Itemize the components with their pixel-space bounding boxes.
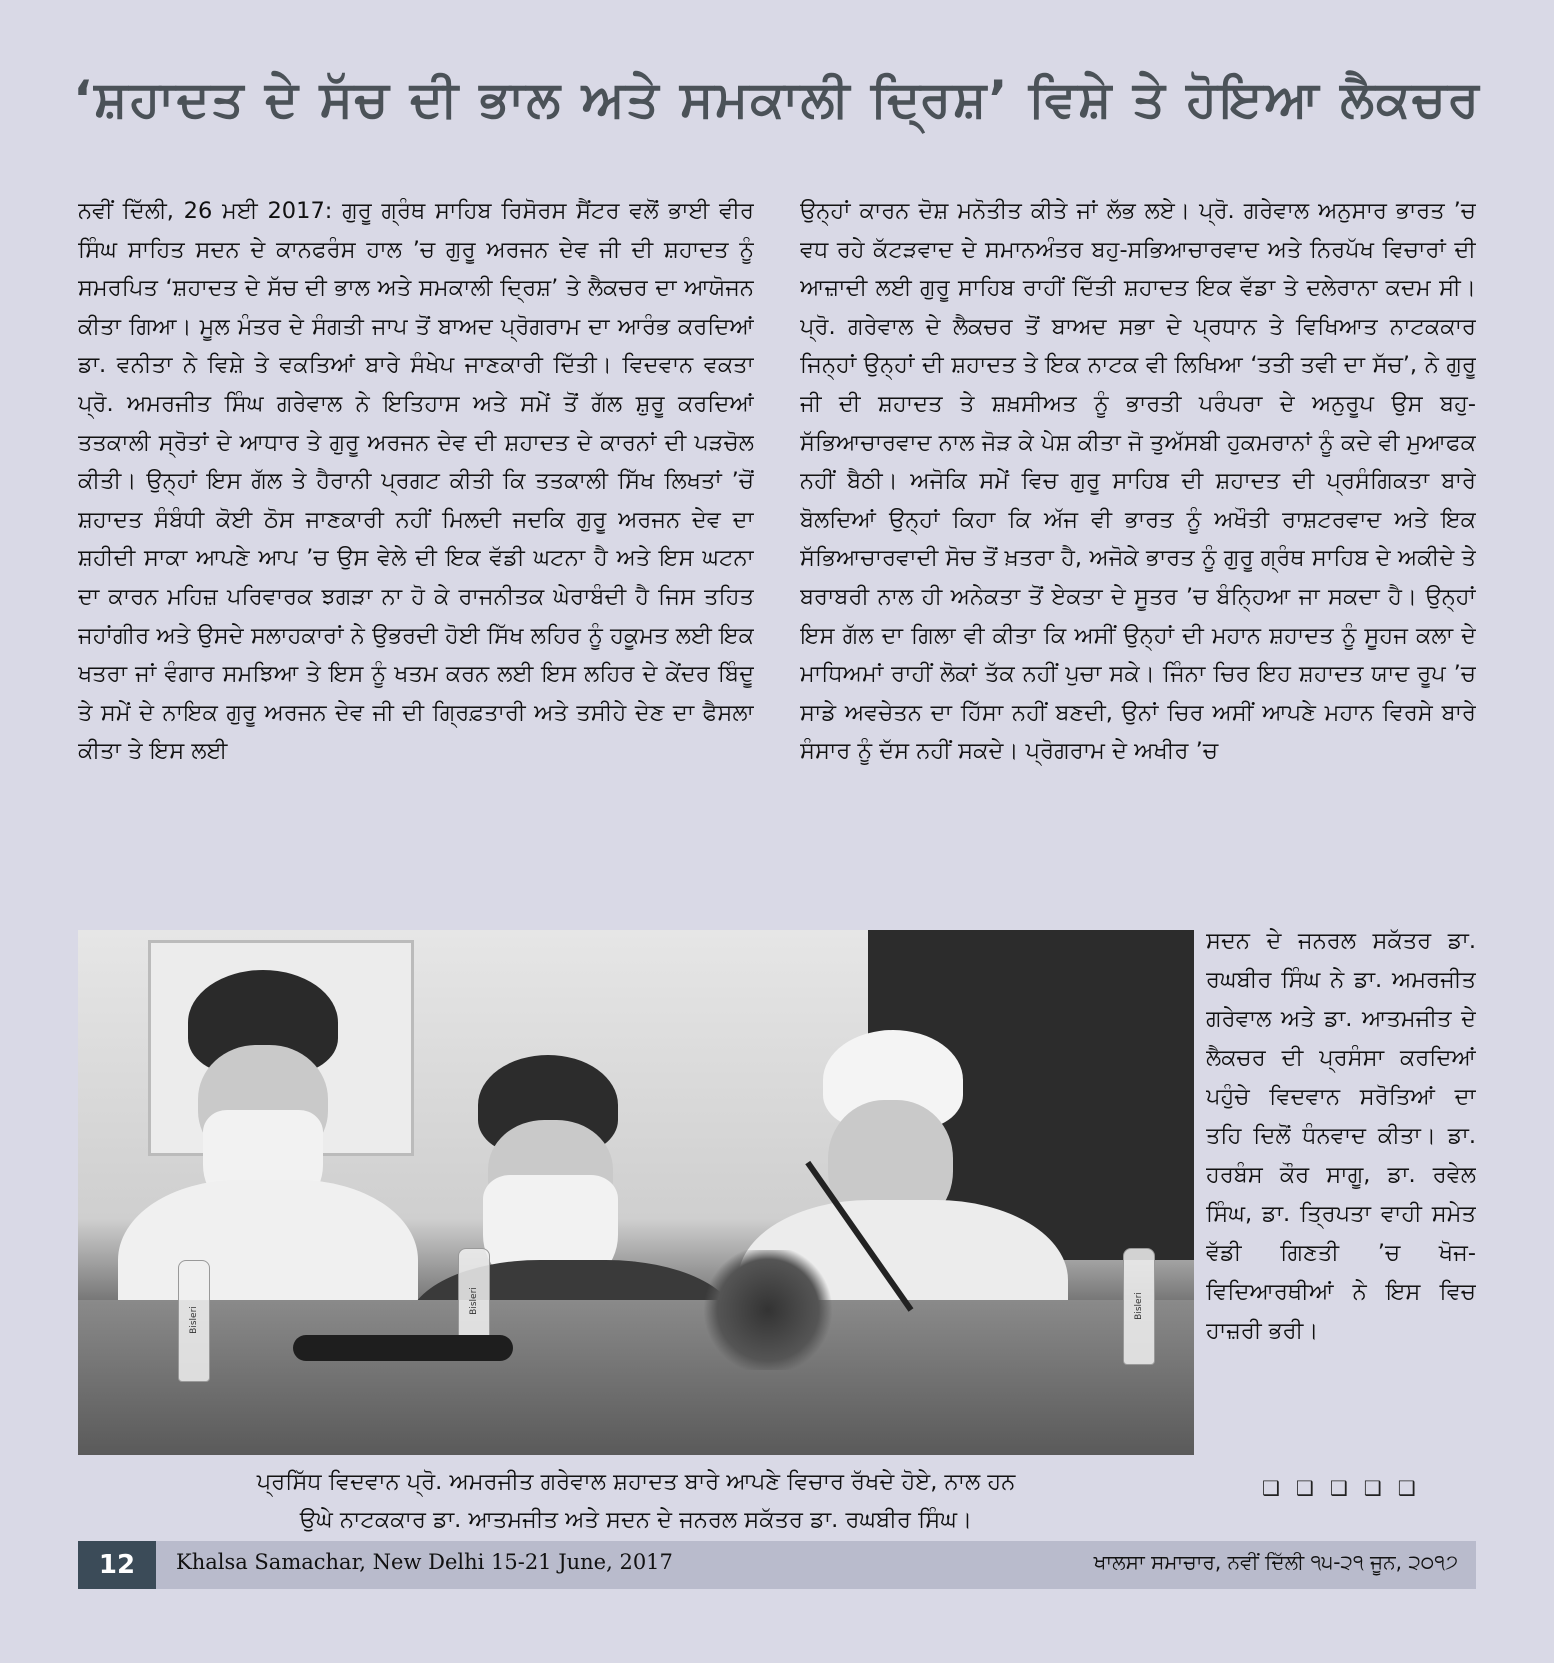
event-photo	[78, 930, 1194, 1455]
headline: ‘ਸ਼ਹਾਦਤ ਦੇ ਸੱਚ ਦੀ ਭਾਲ ਅਤੇ ਸਮਕਾਲੀ ਦ੍ਰਿਸ਼’ ਵਿਸ਼ੇ ਤੇ ਹੋਇਆ ਲੈਕਚਰ	[73, 70, 1481, 128]
bottle-label: Bisleri	[1134, 1291, 1144, 1320]
footer-publication-punjabi: ਖਾਲਸਾ ਸਮਾਚਾਰ, ਨਵੀਂ ਦਿੱਲੀ ੧੫-੨੧ ਜੂਨ, ੨੦੧੭	[1093, 1550, 1458, 1574]
article-right-column: ਉਨ੍ਹਾਂ ਕਾਰਨ ਦੋਸ਼ ਮਨੋਤੀਤ ਕੀਤੇ ਜਾਂ ਲੱਭ ਲਏ। ਪ੍ਰੋ. ਗਰੇਵਾਲ ਅਨੁਸਾਰ ਭਾਰਤ ’ਚ ਵਧ ਰਹੇ ਕੱਟੜਵਾਦ ਦੇ ਸਮਾਨਅੰਤਰ ਬਹੁ-ਸਭਿਆਚਾਰਵਾਦ ਅਤੇ ਨਿਰਪੱਖ ਵਿਚਾਰਾਂ ਦੀ ਆਜ਼ਾਦੀ ਲਈ ਗੁਰੂ ਸਾਹਿਬ ਰਾਹੀਂ ਦਿੱਤੀ ਸ਼ਹਾਦਤ ਇਕ ਵੱਡਾ ਤੇ ਦਲੇਰਾਨਾ ਕਦਮ ਸੀ। ਪ੍ਰੋ. ਗਰੇਵਾਲ ਦੇ ਲੈਕਚਰ ਤੋਂ ਬਾਅਦ ਸਭਾ ਦੇ ਪ੍ਰਧਾਨ ਤੇ ਵਿਖਿਆਤ ਨਾਟਕਕਾਰ ਜਿਨ੍ਹਾਂ ਉਨ੍ਹਾਂ ਦੀ ਸ਼ਹਾਦਤ ਤੇ ਇਕ ਨਾਟਕ ਵੀ ਲਿਖਿਆ ‘ਤਤੀ ਤਵੀ ਦਾ ਸੱਚ’, ਨੇ ਗੁਰੂ ਜੀ ਦੀ ਸ਼ਹਾਦਤ ਤੇ ਸ਼ਖ਼ਸੀਅਤ ਨੂੰ ਭਾਰਤੀ ਪਰੰਪਰਾ ਦੇ ਅਨੁਰੂਪ ਉਸ ਬਹੁ-ਸੱਭਿਆਚਾਰਵਾਦ ਨਾਲ ਜੋੜ ਕੇ ਪੇਸ਼ ਕੀਤਾ ਜੋ ਤੁਅੱਸਬੀ ਹੁਕਮਰਾਨਾਂ ਨੂੰ ਕਦੇ ਵੀ ਮੁਆਫਕ ਨਹੀਂ ਬੈਠੀ। ਅਜੋਕਿ ਸਮੇਂ ਵਿਚ ਗੁਰੂ ਸਾਹਿਬ ਦੀ ਸ਼ਹਾਦਤ ਦੀ ਪ੍ਰਸੰਗਿਕਤਾ ਬਾਰੇ ਬੋਲਦਿਆਂ ਉਨ੍ਹਾਂ ਕਿਹਾ ਕਿ ਅੱਜ ਵੀ ਭਾਰਤ ਨੂੰ ਅਖੌਤੀ ਰਾਸ਼ਟਰਵਾਦ ਅਤੇ ਇਕ ਸੱਭਿਆਚਾਰਵਾਦੀ ਸੋਚ ਤੋਂ ਖ਼ਤਰਾ ਹੈ, ਅਜੋਕੇ ਭਾਰਤ ਨੂੰ ਗੁਰੂ ਗ੍ਰੰਥ ਸਾਹਿਬ ਦੇ ਅਕੀਦੇ ਤੇ ਬਰਾਬਰੀ ਨਾਲ ਹੀ ਅਨੇਕਤਾ ਤੋਂ ਏਕਤਾ ਦੇ ਸੂਤਰ ’ਚ ਬੰਨ੍ਹਿਆ ਜਾ ਸਕਦਾ ਹੈ। ਉਨ੍ਹਾਂ ਇਸ ਗੱਲ ਦਾ ਗਿਲਾ ਵੀ ਕੀਤਾ ਕਿ ਅਸੀਂ ਉਨ੍ਹਾਂ ਦੀ ਮਹਾਨ ਸ਼ਹਾਦਤ ਨੂੰ ਸੂਹਜ ਕਲਾ ਦੇ ਮਾਧਿਅਮਾਂ ਰਾਹੀਂ ਲੋਕਾਂ ਤੱਕ ਨਹੀਂ ਪੁਚਾ ਸਕੇ। ਜਿੰਨਾ ਚਿਰ ਇਹ ਸ਼ਹਾਦਤ ਯਾਦ ਰੂਪ ’ਚ ਸਾਡੇ ਅਵਚੇਤਨ ਦਾ ਹਿੱਸਾ ਨਹੀਂ ਬਣਦੀ, ਉਨਾਂ ਚਿਰ ਅਸੀਂ ਆਪਣੇ ਮਹਾਨ ਵਿਰਸੇ ਬਾਰੇ ਸੰਸਾਰ ਨੂੰ ਦੱਸ ਨਹੀਂ ਸਕਦੇ। ਪ੍ਰੋਗਰਾਮ ਦੇ ਅਖੀਰ ’ਚ	[800, 198, 1476, 765]
footer-publication-english: Khalsa Samachar, New Delhi 15-21 June, 2017	[176, 1550, 673, 1574]
flower-arrangement	[698, 1250, 838, 1370]
conference-table	[78, 1300, 1194, 1455]
water-bottle	[178, 1260, 210, 1382]
article-left-column: ਨਵੀਂ ਦਿੱਲੀ, 26 ਮਈ 2017: ਗੁਰੂ ਗ੍ਰੰਥ ਸਾਹਿਬ ਰਿਸੋਰਸ ਸੈਂਟਰ ਵਲੋਂ ਭਾਈ ਵੀਰ ਸਿੰਘ ਸਾਹਿਤ ਸਦਨ ਦੇ ਕਾਨਫਰੰਸ ਹਾਲ ’ਚ ਗੁਰੂ ਅਰਜਨ ਦੇਵ ਜੀ ਦੀ ਸ਼ਹਾਦਤ ਨੂੰ ਸਮਰਪਿਤ ‘ਸ਼ਹਾਦਤ ਦੇ ਸੱਚ ਦੀ ਭਾਲ ਅਤੇ ਸਮਕਾਲੀ ਦ੍ਰਿਸ਼’ ਤੇ ਲੈਕਚਰ ਦਾ ਆਯੋਜਨ ਕੀਤਾ ਗਿਆ। ਮੂਲ ਮੰਤਰ ਦੇ ਸੰਗਤੀ ਜਾਪ ਤੋਂ ਬਾਅਦ ਪ੍ਰੋਗਰਾਮ ਦਾ ਆਰੰਭ ਕਰਦਿਆਂ ਡਾ. ਵਨੀਤਾ ਨੇ ਵਿਸ਼ੇ ਤੇ ਵਕਤਿਆਂ ਬਾਰੇ ਸੰਖੇਪ ਜਾਣਕਾਰੀ ਦਿੱਤੀ। ਵਿਦਵਾਨ ਵਕਤਾ ਪ੍ਰੋ. ਅਮਰਜੀਤ ਸਿੰਘ ਗਰੇਵਾਲ ਨੇ ਇਤਿਹਾਸ ਅਤੇ ਸਮੇਂ ਤੋਂ ਗੱਲ ਸ਼ੁਰੂ ਕਰਦਿਆਂ ਤਤਕਾਲੀ ਸ੍ਰੋਤਾਂ ਦੇ ਆਧਾਰ ਤੇ ਗੁਰੂ ਅਰਜਨ ਦੇਵ ਦੀ ਸ਼ਹਾਦਤ ਦੇ ਕਾਰਨਾਂ ਦੀ ਪੜਚੋਲ ਕੀਤੀ। ਉਨ੍ਹਾਂ ਇਸ ਗੱਲ ਤੇ ਹੈਰਾਨੀ ਪ੍ਰਗਟ ਕੀਤੀ ਕਿ ਤਤਕਾਲੀ ਸਿੱਖ ਲਿਖਤਾਂ ’ਚੋਂ ਸ਼ਹਾਦਤ ਸੰਬੰਧੀ ਕੋਈ ਠੋਸ ਜਾਣਕਾਰੀ ਨਹੀਂ ਮਿਲਦੀ ਜਦਕਿ ਗੁਰੂ ਅਰਜਨ ਦੇਵ ਦਾ ਸ਼ਹੀਦੀ ਸਾਕਾ ਆਪਣੇ ਆਪ ’ਚ ਉਸ ਵੇਲੇ ਦੀ ਇਕ ਵੱਡੀ ਘਟਨਾ ਹੈ ਅਤੇ ਇਸ ਘਟਨਾ ਦਾ ਕਾਰਨ ਮਹਿਜ਼ ਪਰਿਵਾਰਕ ਝਗੜਾ ਨਾ ਹੋ ਕੇ ਰਾਜਨੀਤਕ ਘੇਰਾਬੰਦੀ ਹੈ ਜਿਸ ਤਹਿਤ ਜਹਾਂਗੀਰ ਅਤੇ ਉਸਦੇ ਸਲਾਹਕਾਰਾਂ ਨੇ ਉਭਰਦੀ ਹੋਈ ਸਿੱਖ ਲਹਿਰ ਨੂੰ ਹਕੂਮਤ ਲਈ ਇਕ ਖਤਰਾ ਜਾਂ ਵੰਗਾਰ ਸਮਝਿਆ ਤੇ ਇਸ ਨੂੰ ਖਤਮ ਕਰਨ ਲਈ ਇਸ ਲਹਿਰ ਦੇ ਕੇਂਦਰ ਬਿੰਦੂ ਤੇ ਸਮੇਂ ਦੇ ਨਾਇਕ ਗੁਰੂ ਅਰਜਨ ਦੇਵ ਜੀ ਦੀ ਗ੍ਰਿਫ਼ਤਾਰੀ ਅਤੇ ਤਸੀਹੇ ਦੇਣ ਦਾ ਫੈਸਲਾ ਕੀਤਾ ਤੇ ਇਸ ਲਈ	[78, 198, 754, 765]
page-number: 12	[78, 1541, 156, 1589]
photo-caption	[78, 1463, 1194, 1539]
caption-line-2: ਉਘੇ ਨਾਟਕਕਾਰ ਡਾ. ਆਤਮਜੀਤ ਅਤੇ ਸਦਨ ਦੇ ਜਨਰਲ ਸਕੱਤਰ ਡਾ. ਰਘਬੀਰ ਸਿੰਘ।	[299, 1507, 973, 1533]
end-ornament: ❑❑❑❑❑	[1262, 1476, 1432, 1500]
water-bottle	[1123, 1248, 1155, 1365]
article-narrow-column: ਸਦਨ ਦੇ ਜਨਰਲ ਸਕੱਤਰ ਡਾ. ਰਘਬੀਰ ਸਿੰਘ ਨੇ ਡਾ. ਅਮਰਜੀਤ ਗਰੇਵਾਲ ਅਤੇ ਡਾ. ਆਤਮਜੀਤ ਦੇ ਲੈਕਚਰ ਦੀ ਪ੍ਰਸੰਸਾ ਕਰਦਿਆਂ ਪਹੁੰਚੇ ਵਿਦਵਾਨ ਸਰੋਤਿਆਂ ਦਾ ਤਹਿ ਦਿਲੋਂ ਧੰਨਵਾਦ ਕੀਤਾ। ਡਾ. ਹਰਬੰਸ ਕੌਰ ਸਾਗੂ, ਡਾ. ਰਵੇਲ ਸਿੰਘ, ਡਾ. ਤ੍ਰਿਪਤਾ ਵਾਹੀ ਸਮੇਤ ਵੱਡੀ ਗਿਣਤੀ ’ਚ ਖੋਜ-ਵਿਦਿਆਰਥੀਆਂ ਨੇ ਇਸ ਵਿਚ ਹਾਜ਼ਰੀ ਭਰੀ।	[1206, 928, 1476, 1344]
bottle-label: Bisleri	[189, 1306, 199, 1334]
bottle-label: Bisleri	[469, 1287, 479, 1316]
microphone	[293, 1335, 513, 1361]
page-footer	[78, 1541, 1476, 1589]
caption-line-1: ਪ੍ਰਸਿੱਧ ਵਿਦਵਾਨ ਪ੍ਰੋ. ਅਮਰਜੀਤ ਗਰੇਵਾਲ ਸ਼ਹਾਦਤ ਬਾਰੇ ਆਪਣੇ ਵਿਚਾਰ ਰੱਖਦੇ ਹੋਏ, ਨਾਲ ਹਨ	[256, 1469, 1016, 1495]
